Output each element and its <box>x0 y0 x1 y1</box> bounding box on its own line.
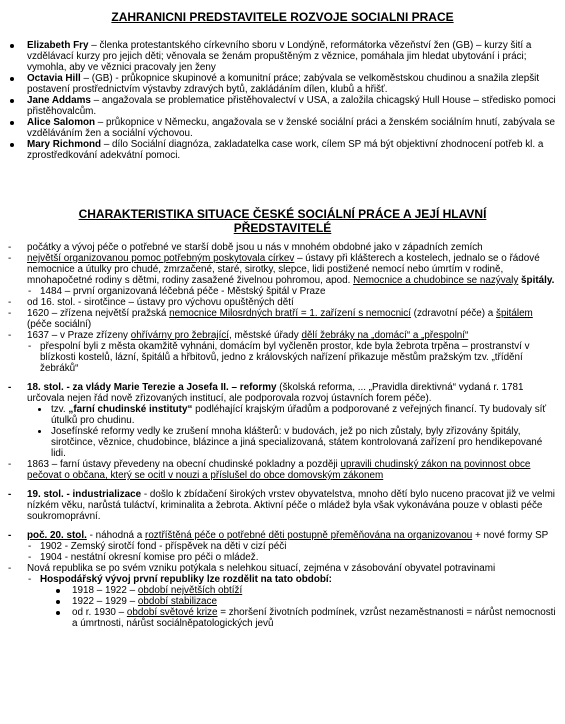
foreign-representatives-list <box>0 40 565 161</box>
list-item <box>0 139 565 161</box>
person-name: Mary Richmond <box>27 139 102 150</box>
person-description: – průkopnice v Německu, angažovala se v ženské sociální práci a ženském sociálním hnutí, zabývala se vzděláváním žen a sociální výchovou. <box>27 117 556 139</box>
person-description: – angažovala se problematice přistěhovalectví v USA, a založila chicagský Hull House – středisko pomoci přistěhovalcům. <box>27 95 556 117</box>
paragraph-text: 18. stol. - za vlády Marie Terezie a Josefa II. – reformy <box>27 382 277 393</box>
list-item <box>0 117 565 139</box>
paragraph-text: upravili chudinský zákon na povinnost obce pečovat o občana, který se ocitl v nouzi a příslušel do obce domovským zákonem <box>27 459 531 481</box>
list-item <box>0 286 565 297</box>
paragraph-text: Josefínské reformy vedly ke zrušení mnoha klášterů: v budovách, jež po nich zůstaly, byly zřizovány špitály, sirotčince, věznice, chudobince, blázince a jiná specializovaná, státem kontrolovaná zařízení pro hendikepované lidi. <box>51 426 543 459</box>
list-item <box>0 563 565 574</box>
paragraph-text: dělí žebráky na „domácí“ a „přespolní“ <box>301 330 469 341</box>
list-item <box>0 242 565 253</box>
person-description: – dílo Sociální diagnóza, zakladatelka case work, cílem SP má být objektivní zhodnocení potřeb kl. a zprostředkování adekvátní pomoci. <box>27 139 544 161</box>
paragraph-text: počátky a vývoj péče o potřebné ve starší době jsou u nás v mnohém obdobné jako v západních zemích <box>27 242 483 253</box>
list-item <box>0 253 565 286</box>
paragraph-text: tzv. <box>51 404 69 415</box>
person-description: – (GB) - průkopnice skupinové a komunitní práce; zabývala se velkoměstskou chudinou a snažila zlepšit postavení prostřednictvím výstavby zdravých bytů, zakládáním dílen, klubů a hřišť. <box>27 73 540 95</box>
paragraph-text: Nemocnice a chudobince se nazývaly <box>353 275 519 286</box>
paragraph-text: (péče sociální) <box>27 319 92 330</box>
person-name: Jane Addams <box>27 95 91 106</box>
paragraph-text: špitálem <box>496 308 533 319</box>
list-item <box>0 489 565 522</box>
paragraph-text: , městské úřady <box>229 330 302 341</box>
list-item <box>0 297 565 308</box>
section2-title: CHARAKTERISTIKA SITUACE ČESKÉ SOCIÁLNÍ PRÁCE A JEJÍ HLAVNÍ PŘEDSTAVITELÉ <box>78 207 487 235</box>
paragraph-text: Nová republika se po svém vzniku potýkala s nelehkou situací, zejména v zásobování obyvatel potravinami <box>27 563 496 574</box>
paragraph-text: nemocnice Milosrdných bratří = 1. zařízení s nemocnicí <box>169 308 411 319</box>
paragraph-text: – ústavy při klášterech a kostelech, jednalo se o řádové nemocnice a útulky pro chudé, zmrzačené, staré, sirotky, slepce, lidi postižené nemocí nebo úmrtím v rodině, mnohapočetné rodiny s dětmi, rodiny zasažené živelnou pohromou, apod. <box>27 253 540 286</box>
list-item <box>0 95 565 117</box>
paragraph-text: od 16. stol. - sirotčince – ústavy pro výchovu opuštěných dětí <box>27 297 294 308</box>
paragraph-text: 1620 – zřízena největší pražská <box>27 308 170 319</box>
paragraph-text: + nové formy SP <box>472 530 549 541</box>
paragraph-text: (školská reforma, ... „Pravidla direktivná“ vydaná r. 1781 určovala nejen řád nově zřizovaných institucí, ale podporovala rozvoj ústavních forem péče). <box>27 382 524 404</box>
list-item <box>0 596 565 607</box>
paragraph-text: 1902 - Zemský sirotčí fond - příspěvek na děti v cizí péči <box>40 541 287 552</box>
paragraph-text: ohřívárny pro žebrající <box>130 330 229 341</box>
paragraph-text: od r. 1930 – <box>72 607 127 618</box>
paragraph-text: období světové krize <box>126 607 218 618</box>
person-description: – členka protestantského církevního sboru v Londýně, reformátorka vězeňství žen (GB) – kurzy šití a vzdělávací kurzy pro jejich děti; věnovala se ženám propuštěným z věznice, pomáhala jim hledat ubytování i práci; vymohla, aby ve věznici pracovaly jen ženy <box>27 40 532 73</box>
list-item <box>0 459 565 481</box>
list-item <box>0 530 565 541</box>
paragraph-text: přespolní byli z města okamžitě vyhnáni, domácím byl vyčleněn prostor, kde byla žebrota trpěna – prostranství v blízkosti kostelů, lázní, špitálů a hřbitovů, jedno z královských nařízení přikazuje městům pražským tzv. „třídění žebráků“ <box>40 341 530 374</box>
paragraph-text: = zhoršení životních podmínek, vzrůst nezaměstnanosti = nárůst nemocnosti a úmrtnosti, nárůst sociálněpatologických jevů <box>72 607 556 629</box>
paragraph-text: období stabilizace <box>137 596 217 607</box>
paragraph-text: (zdravotní péče) a <box>410 308 497 319</box>
paragraph-text: období největších obtíží <box>137 585 243 596</box>
person-name: Elizabeth Fry <box>27 40 89 51</box>
paragraph-text: 1484 – první organizovaná léčebná péče - Městský špitál v Praze <box>40 286 326 297</box>
list-item <box>0 426 565 459</box>
list-item <box>0 73 565 95</box>
person-name: Alice Salomon <box>27 117 96 128</box>
list-item <box>0 541 565 552</box>
paragraph-text: špitály. <box>518 275 555 286</box>
paragraph-text: - došlo k zbídačení širokých vrstev obyvatelstva, mnoho dětí bylo nuceno pracovat již ve velmi nízkém věku, narůstá tuláctví, kriminalita a žebrota. Aktivní péče o mládež byla však vykonávána pouze v oblasti péče soukromoprávní. <box>27 489 556 522</box>
list-item <box>0 40 565 73</box>
list-item <box>0 404 565 426</box>
paragraph-text: 19. stol. - industrializace <box>27 489 142 500</box>
section1-title: ZAHRANICNI PREDSTAVITELE ROZVOJE SOCIALNI PRACE <box>111 10 454 24</box>
person-name: Octavia Hill <box>27 73 81 84</box>
paragraph-text: 1904 - nestátní okresní komise pro péči o mládež. <box>40 552 259 563</box>
list-item <box>0 330 565 341</box>
paragraph-text: 1637 – v Praze zřízeny <box>27 330 131 341</box>
paragraph-text: poč. 20. stol. <box>27 530 87 541</box>
paragraph-text: největší organizovanou pomoc potřebným poskytovala církev <box>27 253 295 264</box>
paragraph-text: Hospodářský vývoj první republiky lze rozdělit na tato období: <box>40 574 332 585</box>
paragraph-text: 1863 – farní ústavy převedeny na obecní chudinské pokladny a později <box>27 459 341 470</box>
list-item <box>0 308 565 330</box>
paragraph-text: 1922 – 1929 – <box>72 596 138 607</box>
paragraph-text: podléhající krajským úřadům a podporované z veřejných financí. Ty budovaly síť útulků pro chudinu. <box>51 404 547 426</box>
paragraph-text: roztříštěná péče o potřebné děti postupně přeměňována na organizovanou <box>145 530 473 541</box>
list-item <box>0 552 565 563</box>
list-item <box>0 585 565 596</box>
paragraph-text: „farní chudinské instituty“ <box>68 404 193 415</box>
list-item <box>0 341 565 374</box>
list-item <box>0 382 565 404</box>
list-item <box>0 574 565 585</box>
paragraph-text: - náhodná a <box>86 530 146 541</box>
czech-history-list <box>0 242 565 629</box>
paragraph-text: 1918 – 1922 – <box>72 585 138 596</box>
list-item <box>0 607 565 629</box>
